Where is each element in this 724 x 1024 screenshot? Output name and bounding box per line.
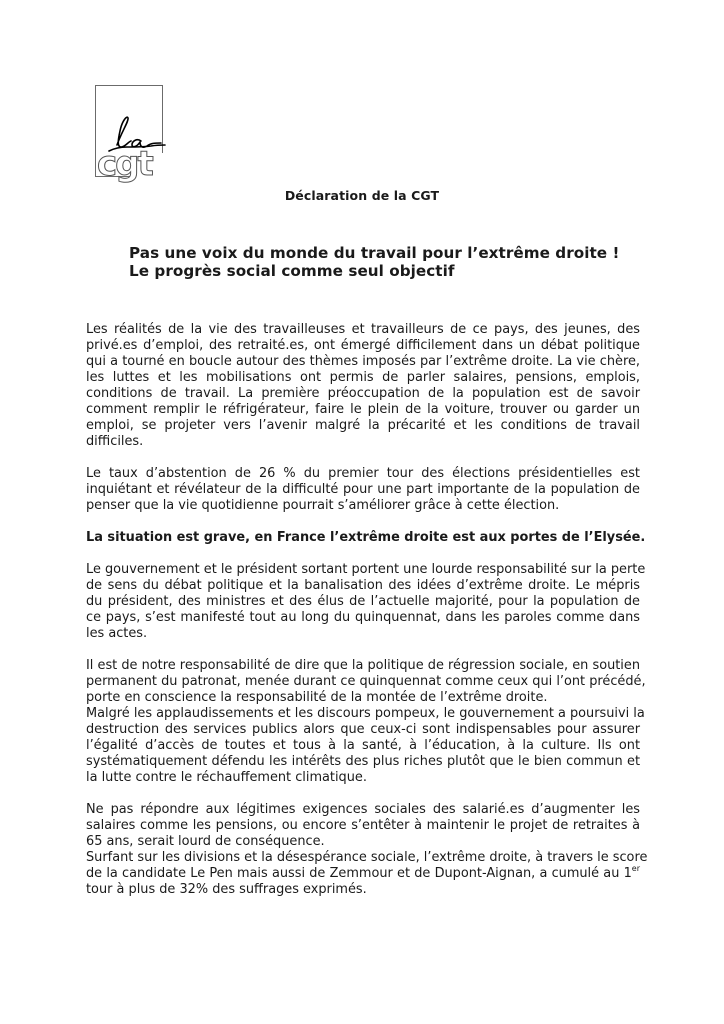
text-line: de sens du débat politique et la banalisation des idées d’extrême droite. Le mépris — [86, 578, 640, 593]
text-line: les luttes et les mobilisations ont permis de parler salaires, pensions, emplois, — [86, 370, 640, 385]
emphasis-paragraph — [86, 530, 646, 546]
paragraph — [86, 562, 646, 642]
text-line: porte en conscience la responsabilité de la montée de l’extrême droite. — [86, 690, 548, 705]
logo-letters-cgt — [97, 144, 153, 184]
text-line: La situation est grave, en France l’extrême droite est aux portes de l’Elysée. — [86, 530, 646, 545]
headline-line-2: Le progrès social comme seul objectif — [129, 262, 455, 280]
text-line: penser que la vie quotidienne pourrait s’améliorer grâce à cette élection. — [86, 498, 560, 513]
text-line: ce pays, s’est manifesté tout au long du quinquennat, dans les paroles comme dans — [86, 610, 640, 625]
text-line: Ne pas répondre aux légitimes exigences sociales des salarié.es d’augmenter les — [86, 802, 640, 817]
text-line: Il est de notre responsabilité de dire que la politique de régression sociale, en soutien — [86, 658, 640, 673]
text-line: privé.es d’emploi, des retraité.es, ont émergé difficilement dans un débat politique — [86, 338, 640, 353]
paragraph — [86, 466, 640, 514]
text-line: comment remplir le réfrigérateur, faire le plein de la voiture, trouver ou garder un — [86, 402, 640, 417]
text-line: difficiles. — [86, 434, 144, 449]
text-line: Les réalités de la vie des travailleuses et travailleurs de ce pays, des jeunes, des — [86, 322, 640, 337]
text-line: systématiquement défendu les intérêts des plus riches plutôt que le bien commun et — [86, 754, 640, 769]
cgt-logo — [95, 85, 163, 184]
text-line: Malgré les applaudissements et les discours pompeux, le gouvernement a poursuivi la — [86, 706, 645, 721]
text-line: de la candidate Le Pen mais aussi de Zemmour et de Dupont-Aignan, a cumulé au 1er — [86, 864, 640, 881]
text-line: Surfant sur les divisions et la désespérance sociale, l’extrême droite, à travers le score — [86, 850, 648, 865]
text-line: salaires comme les pensions, ou encore s’entêter à maintenir le projet de retraites à — [86, 818, 640, 833]
text-line: permanent du patronat, menée durant ce quinquennat comme ceux qui l’ont précédé, — [86, 674, 646, 689]
paragraph — [86, 658, 646, 786]
text-line: les actes. — [86, 626, 148, 641]
logo-artwork — [95, 85, 175, 185]
paragraph — [86, 322, 640, 450]
text-line: Le gouvernement et le président sortant portent une lourde responsabilité sur la perte — [86, 562, 646, 577]
text-line: qui a tourné en boucle autour des thèmes imposés par l’extrême droite. La vie chère, — [86, 354, 640, 369]
logo-cgt-text: cgt — [97, 144, 152, 184]
text-line: destruction des services publics alors que ceux-ci sont indispensables pour assurer — [86, 722, 640, 737]
text-line: l’égalité d’accès de toutes et tous à la santé, à l’éducation, à la culture. Ils ont — [86, 738, 640, 753]
headline-line-1: Pas une voix du monde du travail pour l’extrême droite ! — [129, 244, 620, 262]
superscript: er — [631, 864, 640, 873]
text-line: conditions de travail. La première préoccupation de la population est de savoir — [86, 386, 640, 401]
document-body — [86, 322, 648, 914]
text-line: inquiétant et révélateur de la difficulté pour une part importante de la population de — [86, 482, 640, 497]
document-label: Déclaration de la CGT — [284, 188, 440, 203]
text-line: tour à plus de 32% des suffrages exprimés. — [86, 882, 367, 897]
text-line: du président, des ministres et des élus de l’actuelle majorité, pour la population de — [86, 594, 640, 609]
text-line: 65 ans, serait lourd de conséquence. — [86, 834, 325, 849]
text-line: emploi, se projeter vers l’avenir malgré la précarité et les conditions de travail — [86, 418, 640, 433]
text-line: la lutte contre le réchauffement climatique. — [86, 770, 367, 785]
text-line: Le taux d’abstention de 26 % du premier tour des élections présidentielles est — [86, 466, 640, 481]
headline — [129, 244, 619, 280]
paragraph — [86, 802, 648, 898]
